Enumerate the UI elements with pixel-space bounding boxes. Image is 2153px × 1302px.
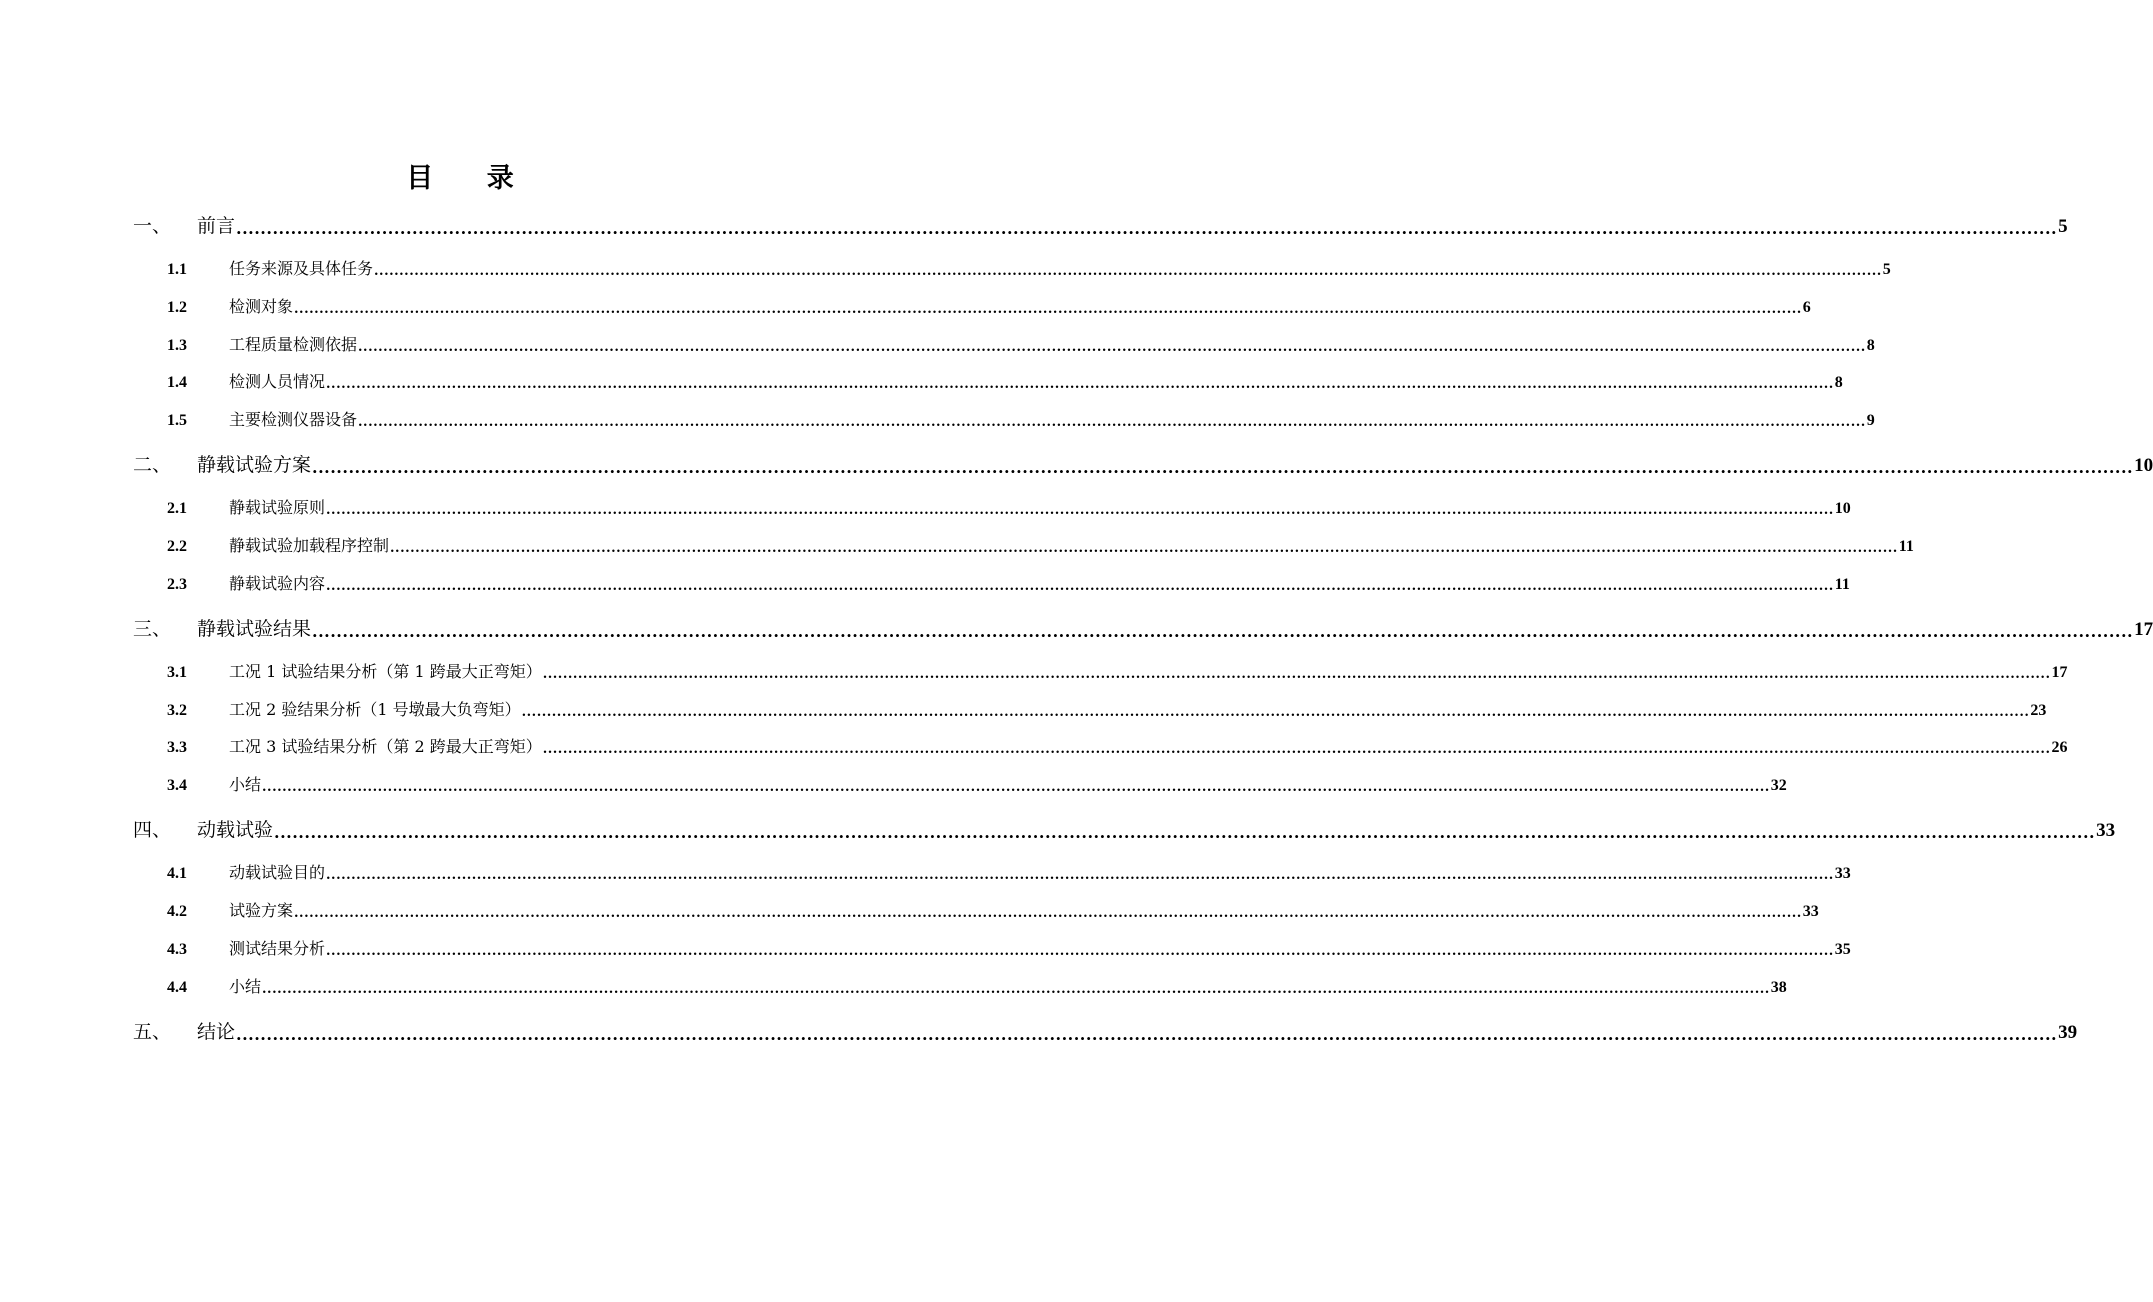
toc-dot-leader: ............................................................................................................................................................................................................................................................................................................ <box>521 705 2030 720</box>
toc-entry-label: 静载试验加载程序控制 <box>229 536 390 555</box>
toc-dot-leader: ............................................................................................................................................................................................................................................................................................................ <box>294 302 1802 317</box>
toc-entry-number: 四、 <box>133 819 172 841</box>
toc-entry-number: 二、 <box>133 454 172 476</box>
toc-entry-number: 4.3 <box>167 941 187 958</box>
toc-entry-label: 工况 2 验结果分析（1 号墩最大负弯矩） <box>229 700 521 719</box>
toc-entry-page-number: 9 <box>1866 412 1875 429</box>
toc-dot-leader: ............................................................................................................................................................................................................................................................................................................ <box>312 458 2134 477</box>
toc-entry-label: 工况 1 试验结果分析（第 1 跨最大正弯矩） <box>229 662 542 681</box>
toc-entry-number: 1.2 <box>167 299 187 316</box>
toc-entry-page-number: 10 <box>1834 500 1851 517</box>
toc-entry-section[interactable] <box>167 496 1851 518</box>
toc-entry-number: 1.3 <box>167 337 187 354</box>
toc-entry-page-number: 38 <box>1770 979 1787 996</box>
toc-entry-number: 三、 <box>133 618 172 640</box>
toc-entry-label: 工程质量检测依据 <box>229 335 358 354</box>
toc-entry-label: 静载试验结果 <box>197 618 312 640</box>
toc-entry-label: 动载试验 <box>197 819 274 841</box>
toc-entry-page-number: 11 <box>1898 538 1914 555</box>
toc-entry-section[interactable] <box>167 534 1914 556</box>
toc-entry-number: 3.3 <box>167 739 187 756</box>
toc-entry-label: 结论 <box>197 1021 236 1043</box>
toc-entry-section[interactable] <box>167 408 1875 430</box>
toc-entry-section[interactable] <box>167 295 1811 317</box>
toc-entry-number: 3.4 <box>167 777 187 794</box>
toc-entry-page-number: 5 <box>1882 261 1891 278</box>
toc-entry-number: 3.2 <box>167 702 187 719</box>
toc-entry-number: 2.3 <box>167 576 187 593</box>
toc-entry-page-number: 33 <box>1834 865 1851 882</box>
toc-entry-section[interactable] <box>167 333 1875 355</box>
toc-entry-number: 4.1 <box>167 865 187 882</box>
toc-entry-page-number: 35 <box>1834 941 1851 958</box>
toc-entry-chapter[interactable] <box>133 816 2116 842</box>
toc-entry-page-number: 8 <box>1834 374 1843 391</box>
toc-entry-section[interactable] <box>167 660 2068 682</box>
toc-entry-page-number: 5 <box>2058 216 2068 237</box>
toc-entry-page-number: 10 <box>2134 455 2153 476</box>
toc-dot-leader: ............................................................................................................................................................................................................................................................................................................ <box>274 823 2096 842</box>
toc-entry-page-number: 6 <box>1802 299 1811 316</box>
toc-dot-leader: ............................................................................................................................................................................................................................................................................................................ <box>542 667 2051 682</box>
toc-entry-label: 试验方案 <box>229 901 294 920</box>
toc-dot-leader: ............................................................................................................................................................................................................................................................................................................ <box>326 503 1834 518</box>
toc-dot-leader: ............................................................................................................................................................................................................................................................................................................ <box>262 780 1770 795</box>
toc-entry-page-number: 17 <box>2051 664 2068 681</box>
toc-entry-section[interactable] <box>167 735 2068 757</box>
toc-entry-number: 1.5 <box>167 412 187 429</box>
toc-entry-page-number: 11 <box>1834 576 1850 593</box>
toc-entry-number: 1.1 <box>167 261 187 278</box>
toc-dot-leader: ............................................................................................................................................................................................................................................................................................................ <box>358 340 1866 355</box>
toc-title: 目 录 <box>406 163 536 194</box>
toc-dot-leader: ............................................................................................................................................................................................................................................................................................................ <box>390 541 1898 556</box>
toc-entry-section[interactable] <box>167 861 1851 883</box>
toc-dot-leader: ............................................................................................................................................................................................................................................................................................................ <box>236 219 2058 238</box>
toc-dot-leader: ............................................................................................................................................................................................................................................................................................................ <box>236 1025 2058 1044</box>
toc-entry-page-number: 26 <box>2051 739 2068 756</box>
toc-entry-page-number: 8 <box>1866 337 1875 354</box>
toc-entry-section[interactable] <box>167 257 1891 279</box>
toc-dot-leader: ............................................................................................................................................................................................................................................................................................................ <box>374 264 1882 279</box>
toc-entry-label: 动载试验目的 <box>229 863 326 882</box>
toc-entry-label: 工况 3 试验结果分析（第 2 跨最大正弯矩） <box>229 737 542 756</box>
toc-entry-section[interactable] <box>167 937 1851 959</box>
toc-dot-leader: ............................................................................................................................................................................................................................................................................................................ <box>358 415 1866 430</box>
toc-dot-leader: ............................................................................................................................................................................................................................................................................................................ <box>326 868 1834 883</box>
toc-entry-chapter[interactable] <box>133 212 2068 238</box>
toc-entry-label: 静载试验原则 <box>229 498 326 517</box>
toc-entry-chapter[interactable] <box>133 1018 2078 1044</box>
toc-entry-label: 静载试验方案 <box>197 454 312 476</box>
toc-entry-label: 检测人员情况 <box>229 372 326 391</box>
toc-dot-leader: ............................................................................................................................................................................................................................................................................................................ <box>294 906 1802 921</box>
toc-dot-leader: ............................................................................................................................................................................................................................................................................................................ <box>312 622 2134 641</box>
toc-entry-page-number: 33 <box>2096 820 2116 841</box>
toc-entry-page-number: 23 <box>2030 702 2047 719</box>
toc-entry-page-number: 32 <box>1770 777 1787 794</box>
toc-entry-chapter[interactable] <box>133 451 2153 477</box>
toc-entry-chapter[interactable] <box>133 615 2153 641</box>
toc-entry-number: 一、 <box>133 215 172 237</box>
toc-dot-leader: ............................................................................................................................................................................................................................................................................................................ <box>262 982 1770 997</box>
toc-entry-page-number: 17 <box>2134 619 2153 640</box>
toc-entry-number: 4.2 <box>167 903 187 920</box>
toc-dot-leader: ............................................................................................................................................................................................................................................................................................................ <box>542 742 2051 757</box>
toc-entry-label: 静载试验内容 <box>229 574 326 593</box>
toc-entry-label: 检测对象 <box>229 297 294 316</box>
toc-entry-section[interactable] <box>167 899 1819 921</box>
toc-entry-number: 五、 <box>133 1021 172 1043</box>
toc-dot-leader: ............................................................................................................................................................................................................................................................................................................ <box>326 377 1834 392</box>
toc-entry-label: 任务来源及具体任务 <box>229 259 374 278</box>
toc-entry-number: 2.1 <box>167 500 187 517</box>
toc-entry-number: 1.4 <box>167 374 187 391</box>
toc-entry-number: 3.1 <box>167 664 187 681</box>
toc-entry-section[interactable] <box>167 370 1843 392</box>
toc-entry-section[interactable] <box>167 698 2047 720</box>
toc-entry-number: 2.2 <box>167 538 187 555</box>
toc-entry-label: 小结 <box>229 977 262 996</box>
toc-entry-page-number: 39 <box>2058 1022 2078 1043</box>
toc-entry-number: 4.4 <box>167 979 187 996</box>
toc-entry-section[interactable] <box>167 572 1850 594</box>
toc-entry-label: 测试结果分析 <box>229 939 326 958</box>
toc-entry-page-number: 33 <box>1802 903 1819 920</box>
toc-entry-label: 小结 <box>229 775 262 794</box>
toc-dot-leader: ............................................................................................................................................................................................................................................................................................................ <box>326 944 1834 959</box>
toc-dot-leader: ............................................................................................................................................................................................................................................................................................................ <box>326 579 1834 594</box>
toc-entry-section[interactable] <box>167 773 1787 795</box>
toc-entry-section[interactable] <box>167 975 1787 997</box>
toc-entry-label: 前言 <box>197 215 236 237</box>
toc-entry-label: 主要检测仪器设备 <box>229 410 358 429</box>
